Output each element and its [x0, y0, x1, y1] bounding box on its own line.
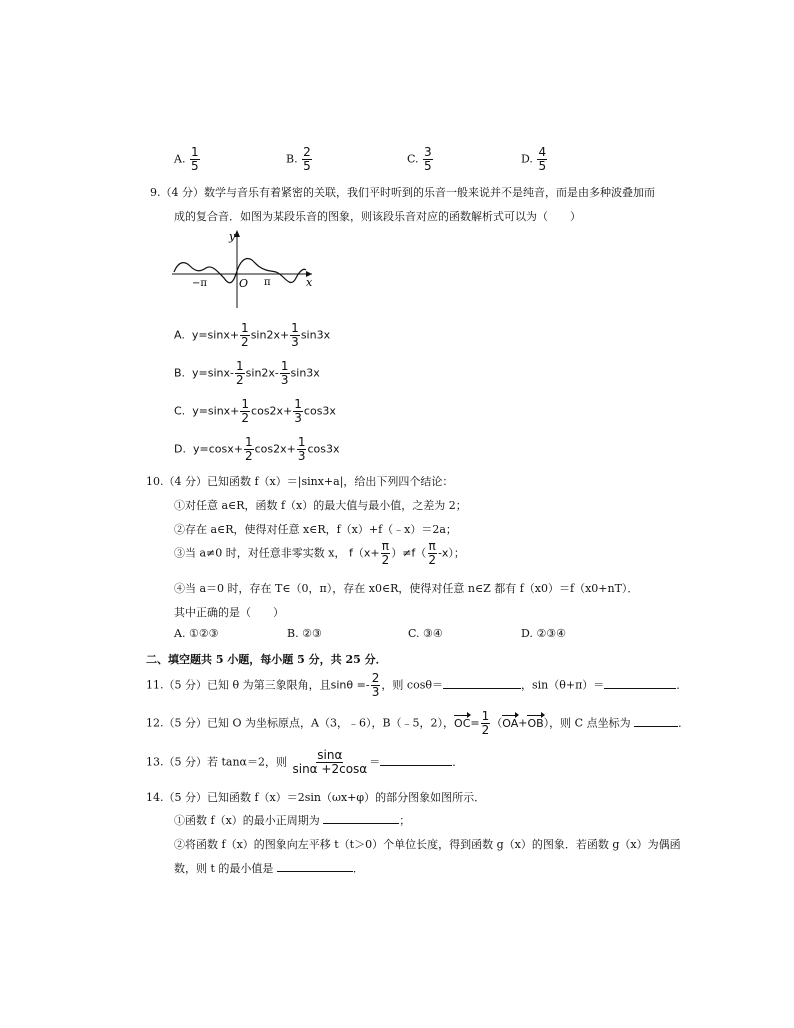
q11: 11.（5 分）已知 θ 为第三象限角，且sinθ =- $\frac{2}{3}$ ，则 cosθ＝ ，sin（θ+π）＝ ．: [146, 671, 688, 699]
fraction: $\frac{\sin\alpha}{\sin\alpha +2\cos\alpha}$: [292, 748, 368, 776]
fraction: $\frac{1}{2}$: [241, 397, 250, 425]
fraction: $\frac{2}{3}$: [371, 671, 380, 699]
q14-statement-1: ①函数 f（x）的最小正周期为 ；: [174, 814, 411, 827]
vector-oa: OA: [502, 716, 519, 730]
q14-stem: 14.（5 分）已知函数 f（x）＝2sin（ωx+φ）的部分图象如图所示．: [146, 791, 486, 804]
pi-label: π: [264, 277, 271, 288]
q9-option-d: D. y=cosx+ $\frac{1}{2}$ cos2x+ $\frac{1}{3}$ cos3x: [174, 435, 340, 463]
q9-option-c: C. y=sinx+ $\frac{1}{2}$ cos2x+ $\frac{1}{3}$ cos3x: [174, 397, 336, 425]
x-axis-label: x: [306, 276, 313, 289]
fraction: $\frac{1}{3}$: [297, 435, 306, 463]
answer-blank[interactable]: [277, 861, 353, 872]
q10-which: 其中正确的是（ ）: [174, 606, 284, 619]
q10-statement-3: ③当 a≠0 时，对任意非零实数 x， f（x+ $\frac{\pi}{2}$ ）≠f（ $\frac{\pi}{2}$ -x）；: [174, 539, 465, 567]
q12: 12.（5 分）已知 O 为坐标原点，A（3，﹣6），B（﹣5，2），OC= $\frac{1}{2}$ （OA+OB），则 C 点坐标为 ．: [146, 709, 690, 737]
q9-stem-line1: 9.（4 分）数学与音乐有着紧密的关联，我们平时听到的乐音一般来说并不是纯音，而是由多种波叠加而: [150, 186, 655, 199]
q9-waveform-graph: [166, 226, 318, 310]
q14-statement-2-line2: 数，则 t 的最小值是 ．: [174, 862, 364, 875]
q8-option-a: A. $\frac{1}{5}$: [174, 145, 199, 173]
fraction: $\frac{1}{2}$: [241, 321, 249, 349]
q8-option-d: D. $\frac{4}{5}$: [521, 145, 547, 173]
fraction: $\frac{\pi}{2}$: [428, 539, 436, 567]
fraction: $\frac{1}{2}$: [236, 359, 244, 387]
q10-statement-2: ②存在 a∈R，使得对任意 x∈R，f（x）+f（﹣x）＝2a；: [174, 523, 457, 536]
q14-statement-2-line1: ②将函数 f（x）的图象向左平移 t（t＞0）个单位长度，得到函数 g（x）的图象．若函数 g（x）为偶函: [174, 838, 681, 851]
q9-option-a: A. y=sinx+ $\frac{1}{2}$ sin2x+ $\frac{1}{3}$ sin3x: [174, 321, 331, 349]
neg-pi-label: −π: [192, 278, 207, 289]
q10-option-c: C. ③④: [408, 627, 443, 640]
q13: 13.（5 分）若 tanα＝2，则 $\frac{\sin\alpha}{\sin\alpha +2\cos\alpha}$ ＝ ．: [146, 748, 464, 776]
fraction: $\frac{1}{3}$: [291, 321, 299, 349]
vector-oc: OC: [454, 716, 471, 730]
q10-stem: 10.（4 分）已知函数 f（x）＝|sinx+a|，给出下列四个结论：: [146, 475, 454, 488]
q10-option-d: D. ②③④: [521, 627, 567, 640]
fraction: $\frac{1}{3}$: [280, 359, 289, 387]
answer-blank[interactable]: [443, 678, 521, 689]
answer-blank[interactable]: [323, 813, 399, 824]
fraction: $\frac{4}{5}$: [538, 145, 547, 173]
fraction: $\frac{1}{3}$: [294, 397, 302, 425]
origin-label: O: [239, 277, 249, 290]
q10-option-b: B. ②③: [287, 627, 322, 640]
q10-option-a: A. ①②③: [174, 627, 219, 640]
q9-stem-line2: 成的复合音．如图为某段乐音的图象，则该段乐音对应的函数解析式可以为（ ）: [174, 210, 581, 223]
fraction: $\frac{3}{5}$: [424, 145, 432, 173]
q8-option-b: B. $\frac{2}{5}$: [286, 145, 311, 173]
section-heading: 二、填空题共 5 小题，每小题 5 分，共 25 分．: [146, 653, 387, 666]
q10-statement-4: ④当 a＝0 时，存在 T∈（0，π），存在 x0∈R，使得对任意 n∈Z 都有 f（x0）＝f（x0+nT）．: [174, 582, 639, 595]
q10-statement-1: ①对任意 a∈R，函数 f（x）的最大值与最小值，之差为 2；: [174, 499, 467, 512]
fraction: $\frac{2}{5}$: [303, 145, 311, 173]
fraction: $\frac{\pi}{2}$: [381, 539, 390, 567]
q8-option-c: C. $\frac{3}{5}$: [407, 145, 432, 173]
answer-blank[interactable]: [604, 678, 676, 689]
fraction: $\frac{1}{5}$: [190, 145, 199, 173]
answer-blank[interactable]: [634, 716, 678, 727]
fraction: $\frac{1}{2}$: [481, 709, 490, 737]
answer-blank[interactable]: [380, 755, 452, 766]
q9-option-b: B. y=sinx- $\frac{1}{2}$ sin2x- $\frac{1}{3}$ sin3x: [174, 359, 320, 387]
vector-ob: OB: [527, 716, 544, 730]
y-axis-label: y: [229, 230, 236, 243]
q8-options: [174, 146, 594, 178]
fraction: $\frac{1}{2}$: [244, 435, 253, 463]
